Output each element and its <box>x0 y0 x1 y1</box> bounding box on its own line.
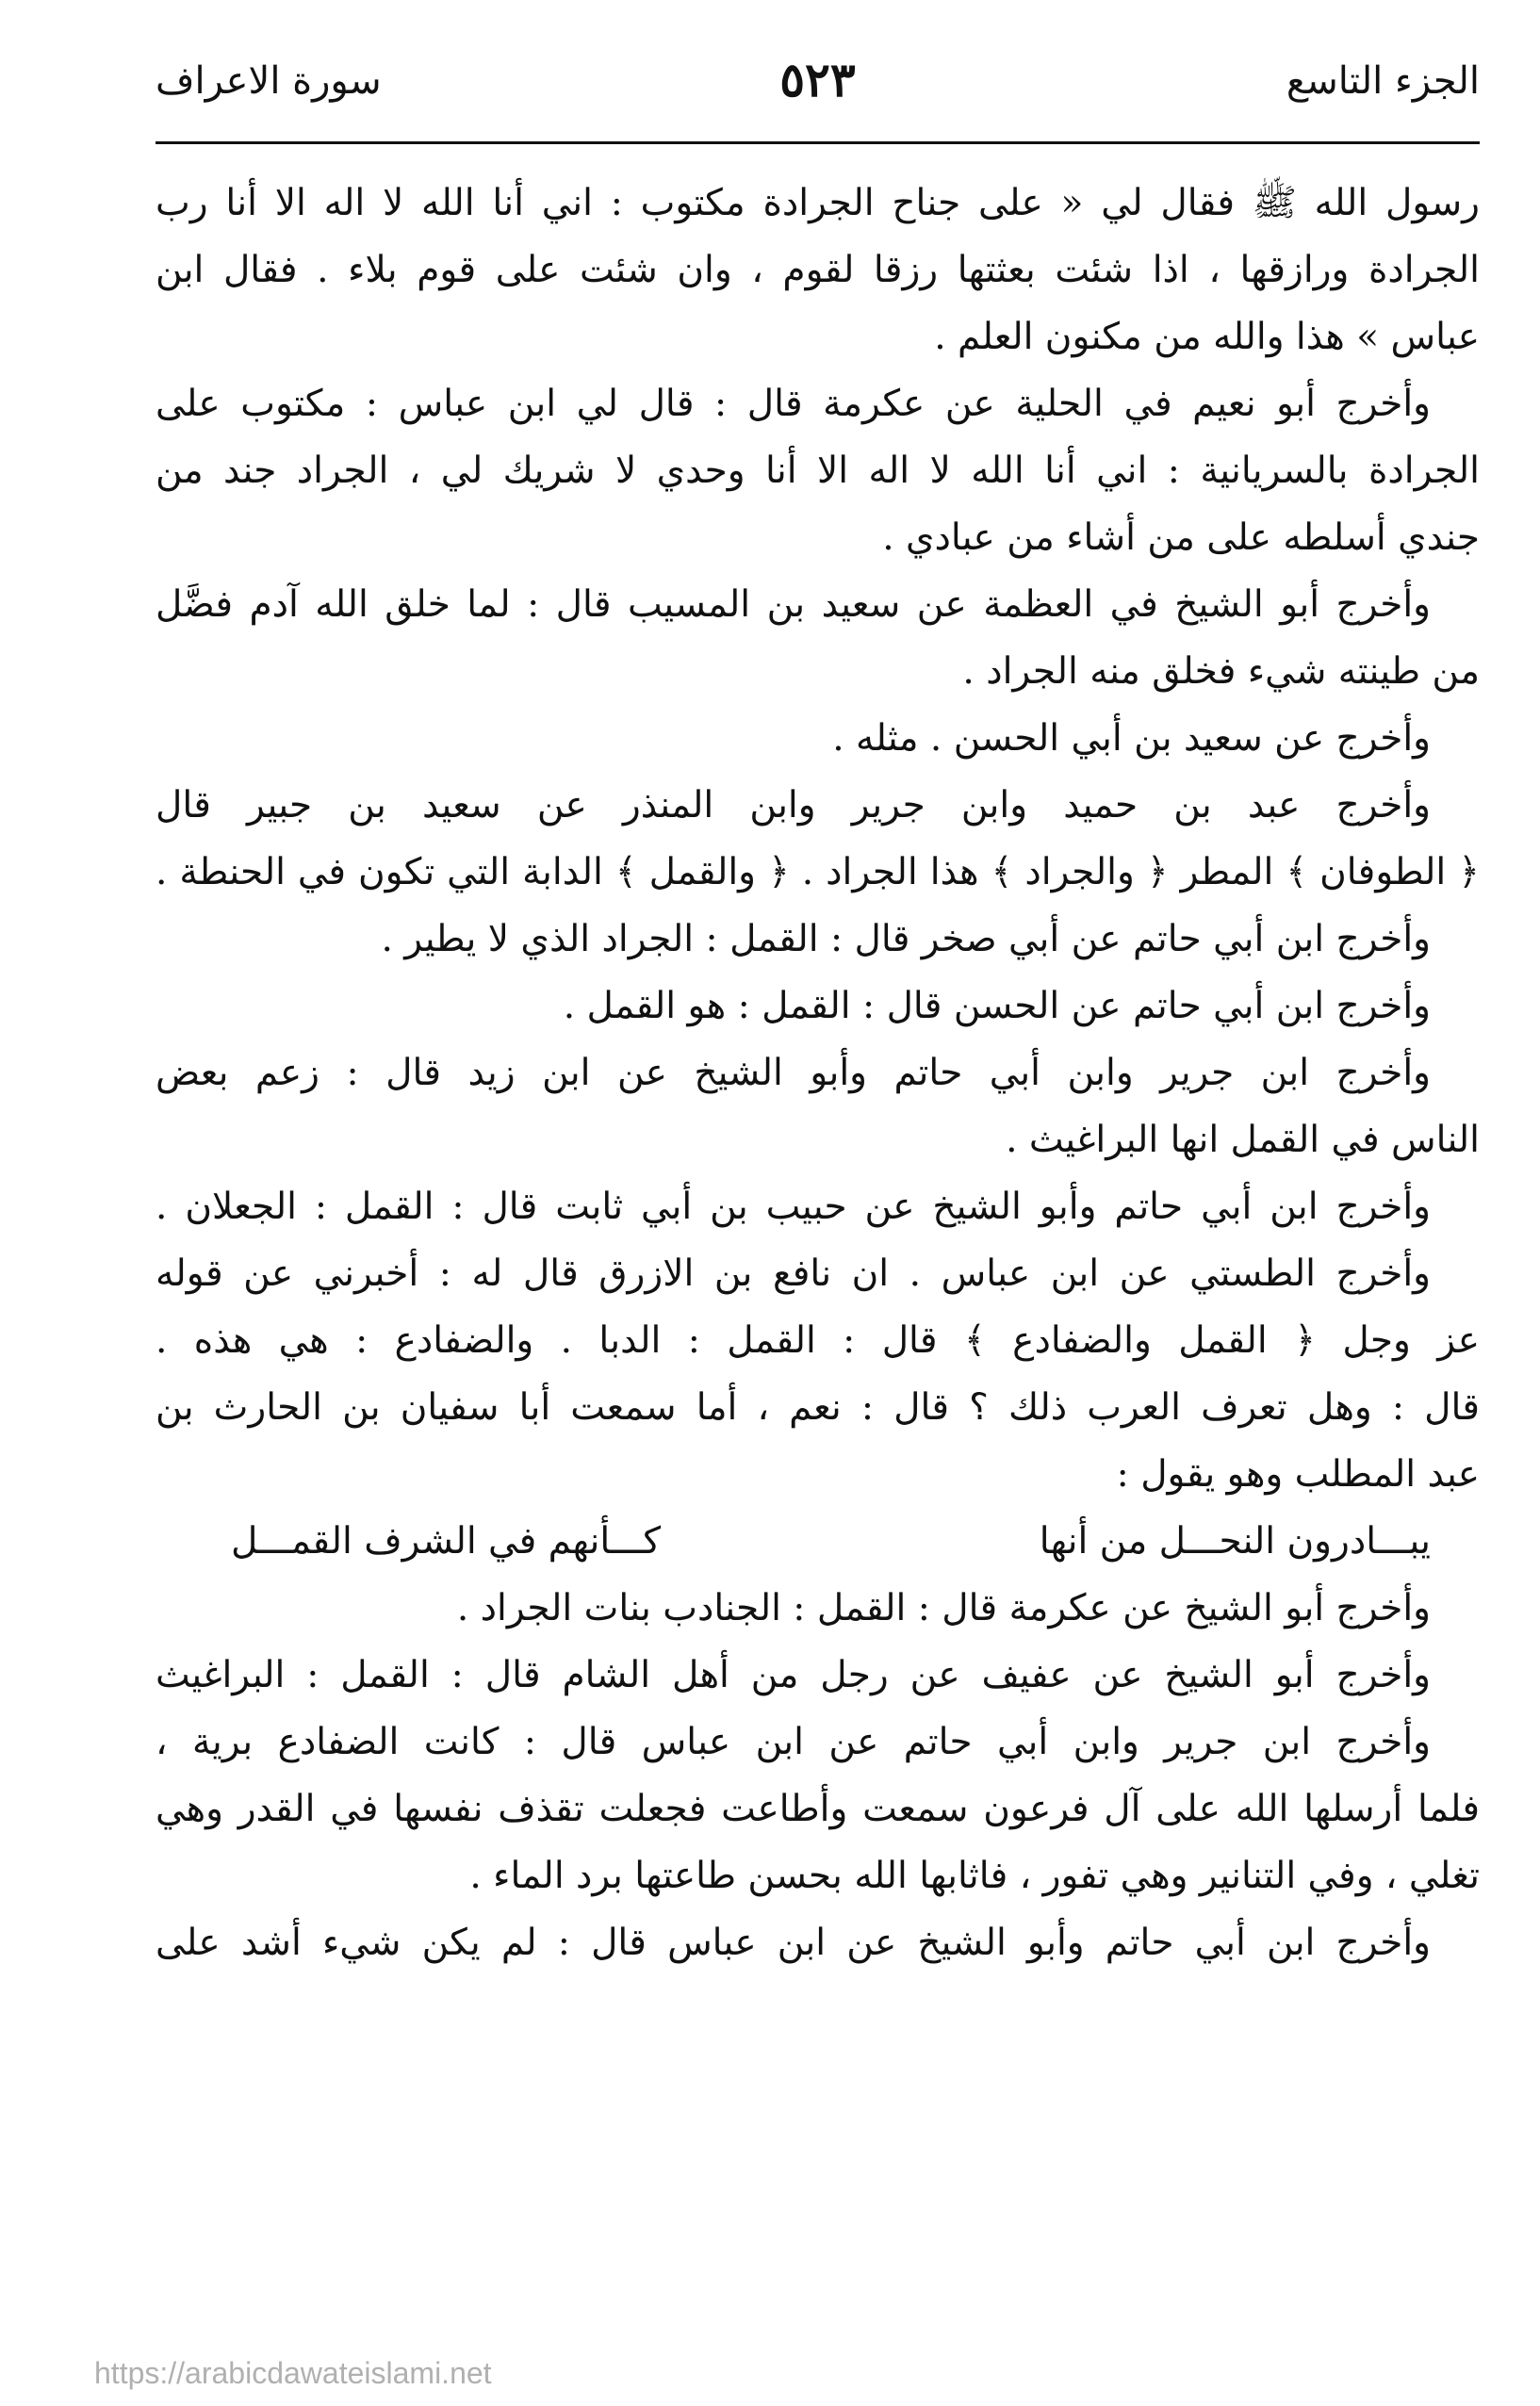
watermark-url: https://arabicdawateislami.net <box>94 2356 492 2390</box>
text-line: الجرادة بالسريانية : اني أنا الله لا اله الا أنا وحدي لا شريك لي ، الجراد جند من <box>156 450 1480 492</box>
text-line: فلما أرسلها الله على آل فرعون سمعت وأطاعت فجعلت تقذف نفسها في القدر وهي <box>156 1788 1480 1830</box>
text-line: من طينته شيء فخلق منه الجراد . <box>962 650 1480 693</box>
poetry-verse <box>156 1508 1480 1575</box>
text-line: الجرادة ورازقها ، اذا شئت بعثتها رزقا لقوم ، وان شئت على قوم بلاء . فقال ابن <box>156 249 1480 291</box>
page-header <box>156 52 1480 137</box>
verse-second-hemistich: كـــأنهم في الشرف القمـــل <box>231 1520 662 1563</box>
text-line: تغلي ، وفي التنانير وهي تفور ، فاثابها الله بحسن طاعتها برد الماء . <box>469 1855 1480 1897</box>
text-line: وأخرج ابن أبي حاتم عن أبي صخر قال : القمل : الجراد الذي لا يطير . <box>381 918 1431 960</box>
page-number: ٥٢٣ <box>779 52 856 107</box>
text-line: وأخرج الطستي عن ابن عباس . ان نافع بن الازرق قال له : أخبرني عن قوله <box>156 1252 1431 1295</box>
text-line: وأخرج أبو نعيم في الحلية عن عكرمة قال : قال لي ابن عباس : مكتوب على <box>156 383 1431 425</box>
text-line: عباس » هذا والله من مكنون العلم . <box>934 316 1480 358</box>
text-line: عبد المطلب وهو يقول : <box>1116 1453 1480 1496</box>
text-line: جندي أسلطه على من أشاء من عبادي . <box>882 516 1480 559</box>
text-line: وأخرج ابن أبي حاتم وأبو الشيخ عن ابن عباس قال : لم يكن شيء أشد على <box>156 1922 1431 1964</box>
text-line: وأخرج عن سعيد بن أبي الحسن . مثله . <box>832 717 1431 760</box>
text-line: وأخرج ابن أبي حاتم وأبو الشيخ عن حبيب بن أبي ثابت قال : القمل : الجعلان . <box>156 1186 1431 1228</box>
text-line: عز وجل ﴿ القمل والضفادع ﴾ قال : القمل : الدبا . والضفادع : هي هذه . <box>156 1319 1480 1362</box>
surah-title: سورة الاعراف <box>156 59 382 103</box>
text-line: الناس في القمل انها البراغيث . <box>1006 1119 1480 1161</box>
text-line: وأخرج أبو الشيخ عن عكرمة قال : القمل : الجنادب بنات الجراد . <box>456 1587 1431 1629</box>
header-rule <box>156 141 1480 144</box>
text-line: رسول الله ﷺ فقال لي « على جناح الجرادة مكتوب : اني أنا الله لا اله الا أنا رب <box>156 182 1480 224</box>
text-line: قال : وهل تعرف العرب ذلك ؟ قال : نعم ، أما سمعت أبا سفيان بن الحارث بن <box>156 1386 1480 1429</box>
text-line: وأخرج ابن جرير وابن أبي حاتم وأبو الشيخ عن ابن زيد قال : زعم بعض <box>156 1052 1431 1094</box>
verse-first-hemistich: يبـــادرون النحـــل من أنها <box>1039 1520 1431 1563</box>
text-line: ﴿ الطوفان ﴾ المطر ﴿ والجراد ﴾ هذا الجراد . ﴿ والقمل ﴾ الدابة التي تكون في الحنطة . <box>156 851 1480 893</box>
juz-title: الجزء التاسع <box>1286 59 1480 103</box>
page-body <box>156 170 1480 1976</box>
text-line: وأخرج ابن أبي حاتم عن الحسن قال : القمل : هو القمل . <box>563 985 1431 1027</box>
text-line: وأخرج أبو الشيخ عن عفيف عن رجل من أهل الشام قال : القمل : البراغيث <box>156 1654 1431 1696</box>
text-line: وأخرج أبو الشيخ في العظمة عن سعيد بن المسيب قال : لما خلق الله آدم فضَّل <box>156 583 1431 626</box>
text-line: وأخرج ابن جرير وابن أبي حاتم عن ابن عباس قال : كانت الضفادع برية ، <box>156 1721 1432 1763</box>
text-line: وأخرج عبد بن حميد وابن جرير وابن المنذر عن سعيد بن جبير قال <box>156 784 1431 827</box>
